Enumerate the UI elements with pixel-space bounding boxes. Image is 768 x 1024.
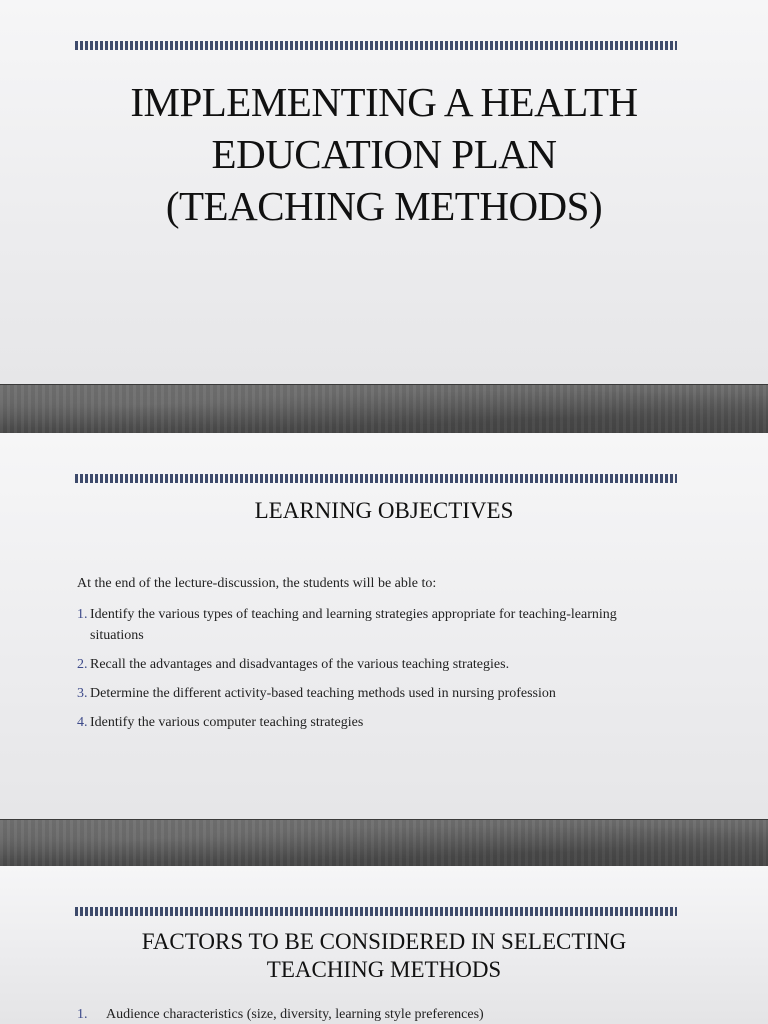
list-item-text: Recall the advantages and disadvantages of the various teaching strategies. (90, 657, 510, 672)
title-line: IMPLEMENTING A HEALTH (130, 79, 638, 125)
list-item (77, 604, 662, 646)
presentation-title (40, 76, 728, 232)
objectives-intro: At the end of the lecture-discussion, the students will be able to: (77, 576, 437, 591)
slide-floor-background (0, 819, 768, 866)
decorative-stripe (75, 474, 677, 483)
section-title-text: LEARNING OBJECTIVES (254, 498, 514, 523)
list-number: 4. (77, 715, 88, 730)
slide-title (0, 0, 768, 433)
decorative-stripe (75, 907, 677, 916)
list-number: 2. (77, 657, 88, 672)
list-item-text: Identify the various types of teaching and learning strategies appropriate for teaching-learning situations (90, 607, 617, 643)
list-number: 1. (77, 1007, 88, 1022)
slide-factors (0, 866, 768, 1024)
list-item-text: Determine the different activity-based teaching methods used in nursing profession (90, 686, 556, 701)
section-title (40, 928, 728, 984)
section-title-line: FACTORS TO BE CONSIDERED IN SELECTING (141, 929, 627, 954)
list-item (77, 1005, 697, 1024)
objectives-list (77, 604, 662, 741)
list-item (77, 712, 662, 733)
section-title-line: TEACHING METHODS (266, 957, 502, 982)
slide-floor-background (0, 384, 768, 433)
title-line: EDUCATION PLAN (211, 131, 557, 177)
section-title (40, 497, 728, 525)
factors-list (77, 1005, 697, 1024)
list-number: 3. (77, 686, 88, 701)
list-item (77, 654, 662, 675)
decorative-stripe (75, 41, 677, 50)
slide-learning-objectives (0, 433, 768, 866)
list-number: 1. (77, 607, 88, 622)
list-item-text: Audience characteristics (size, diversity, learning style preferences) (106, 1007, 484, 1022)
list-item-text: Identify the various computer teaching strategies (90, 715, 364, 730)
list-item (77, 683, 662, 704)
title-line: (TEACHING METHODS) (165, 183, 603, 229)
